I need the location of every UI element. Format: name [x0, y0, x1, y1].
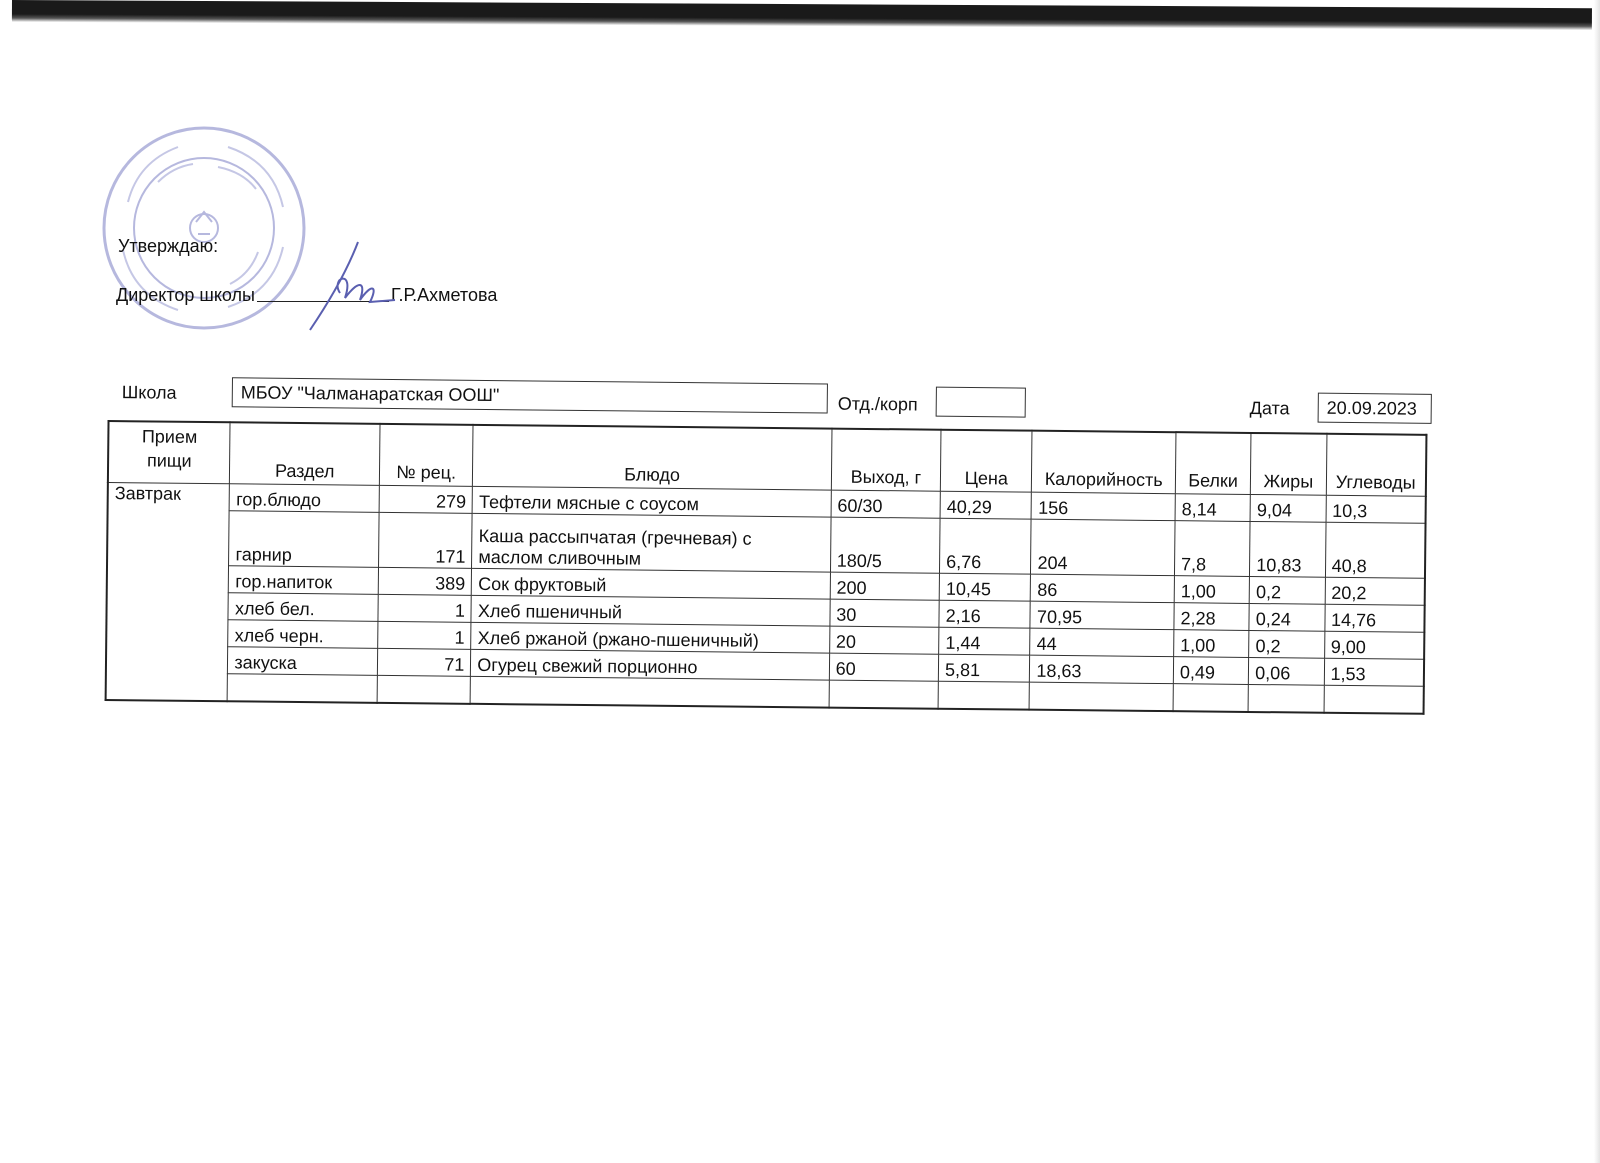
empty-cell [377, 675, 471, 703]
calories-cell: 44 [1030, 628, 1174, 657]
empty-cell [1248, 684, 1324, 712]
price-cell: 6,76 [940, 518, 1032, 574]
scan-edge-left [0, 20, 12, 1163]
date-label: Дата [1249, 397, 1290, 419]
output-cell: 60/30 [831, 490, 941, 518]
protein-cell: 0,49 [1173, 657, 1249, 685]
output-cell: 30 [830, 599, 940, 627]
protein-cell: 1,00 [1174, 630, 1250, 658]
col-header-calories: Калорийность [1032, 431, 1176, 494]
calories-cell: 156 [1032, 492, 1176, 521]
price-cell: 40,29 [940, 491, 1032, 519]
dish-cell: Хлеб ржаной (ржано-пшеничный) [471, 622, 830, 653]
section-cell: гор.блюдо [230, 484, 380, 513]
section-cell: хлеб бел. [228, 593, 378, 622]
dept-field [936, 387, 1026, 418]
carbs-cell: 20,2 [1325, 577, 1425, 605]
calories-cell: 204 [1031, 519, 1175, 576]
carbs-cell: 9,00 [1324, 631, 1424, 659]
output-cell: 20 [829, 626, 939, 654]
fat-cell: 0,2 [1249, 576, 1325, 604]
recipe-cell: 1 [378, 594, 472, 622]
col-header-recipe: № рец. [379, 424, 473, 486]
empty-cell [938, 681, 1030, 709]
recipe-cell: 171 [379, 512, 473, 568]
section-cell: гор.напиток [229, 566, 379, 595]
empty-cell [470, 676, 829, 707]
section-cell: хлеб черн. [228, 620, 378, 649]
dept-label: Отд./корп [837, 393, 918, 415]
col-header-price: Цена [940, 430, 1032, 492]
empty-cell [1173, 684, 1249, 712]
fat-cell: 9,04 [1250, 494, 1326, 522]
dish-line1: Каша рассыпчатая (гречневая) с [478, 525, 752, 549]
section-cell: гарнир [229, 511, 379, 568]
calories-cell: 18,63 [1030, 655, 1174, 684]
empty-cell [1324, 685, 1424, 714]
output-cell: 180/5 [830, 517, 940, 573]
col-header-section: Раздел [230, 422, 380, 485]
section-cell: закуска [228, 647, 378, 676]
menu-document [108, 376, 1433, 685]
output-cell: 200 [830, 572, 940, 600]
meal-cell: Завтрак [106, 483, 230, 702]
protein-cell: 8,14 [1175, 494, 1251, 522]
col-header-meal [108, 421, 231, 484]
price-cell: 2,16 [939, 600, 1031, 628]
calories-cell: 86 [1031, 574, 1175, 603]
menu-table [105, 420, 1428, 715]
director-name: Г.Р.Ахметова [390, 285, 498, 305]
dish-cell: Огурец свежий порционно [471, 649, 830, 680]
dish-cell [472, 513, 831, 572]
recipe-cell: 279 [379, 485, 473, 513]
fat-cell: 0,2 [1249, 630, 1325, 658]
col-header-fat: Жиры [1251, 433, 1327, 495]
fat-cell: 0,06 [1249, 657, 1325, 685]
col-header-dish: Блюдо [473, 425, 832, 490]
price-cell: 1,44 [939, 627, 1031, 655]
col-header-protein: Белки [1175, 432, 1251, 494]
carbs-cell: 40,8 [1325, 522, 1426, 578]
empty-cell [1030, 682, 1174, 711]
dish-cell: Хлеб пшеничный [471, 595, 830, 626]
scan-edge-right [1594, 0, 1600, 1163]
school-field: МБОУ "Чалманаратская ООШ" [232, 377, 828, 413]
protein-cell: 7,8 [1174, 521, 1250, 577]
col-header-output: Выход, г [831, 429, 941, 492]
date-field: 20.09.2023 [1318, 393, 1432, 424]
protein-cell: 2,28 [1174, 603, 1250, 631]
carbs-cell: 1,53 [1324, 658, 1424, 686]
carbs-cell: 14,76 [1324, 604, 1424, 632]
output-cell: 60 [829, 653, 939, 681]
calories-cell: 70,95 [1030, 601, 1174, 630]
dish-cell: Тефтели мясные с соусом [472, 486, 831, 517]
director-signature [300, 238, 400, 338]
col-header-carbs: Углеводы [1326, 434, 1427, 497]
school-label: Школа [121, 382, 177, 403]
recipe-cell: 71 [377, 648, 471, 676]
recipe-cell: 1 [378, 621, 472, 649]
col-header-meal-line2: пищи [146, 450, 192, 471]
price-cell: 10,45 [939, 573, 1031, 601]
col-header-meal-line1: Прием [141, 426, 198, 447]
protein-cell: 1,00 [1174, 576, 1250, 604]
empty-cell [228, 674, 378, 703]
scan-edge-top [12, 0, 1592, 30]
price-cell: 5,81 [938, 654, 1030, 682]
empty-cell [829, 680, 939, 709]
dish-line2: маслом сливочным [478, 546, 642, 569]
recipe-cell: 389 [378, 567, 472, 595]
approval-label: Утверждаю: [118, 236, 219, 256]
director-label: Директор школы [116, 285, 255, 305]
fat-cell: 0,24 [1249, 603, 1325, 631]
carbs-cell: 10,3 [1326, 495, 1426, 523]
fat-cell: 10,83 [1250, 521, 1326, 577]
dish-cell: Сок фруктовый [472, 568, 831, 599]
